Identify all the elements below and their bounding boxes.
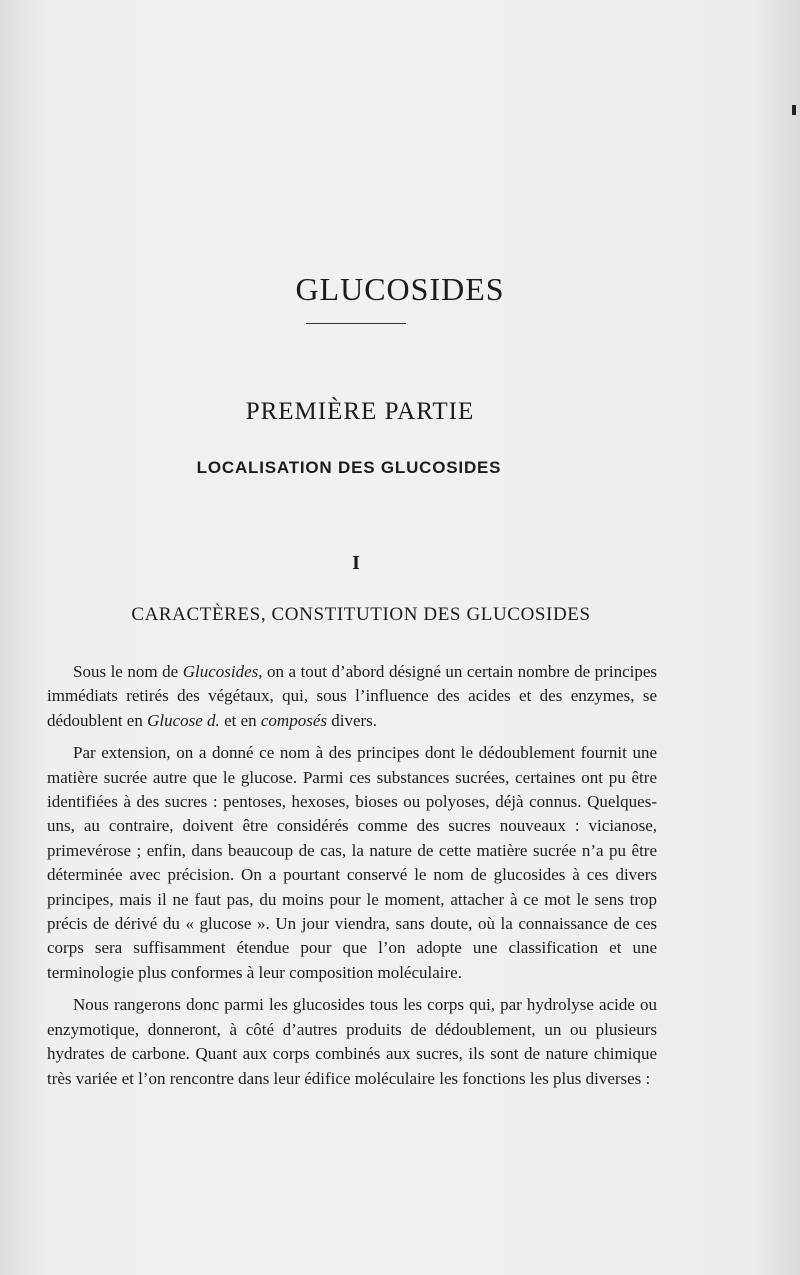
paragraph-3: Nous rangerons donc parmi les glucosides tous les corps qui, par hydrolyse acide ou enzymotique, donneront, à côté d’autres produits de dédoublement, un ou plusieurs hydrates de carbone. Quant aux corps combinés aux sucres, ils sont de nature chimique très variée et l’on rencontre dans leur édifice moléculaire les fonctions les plus diverses : — [47, 995, 657, 1088]
chapter-title: CARACTÈRES, CONSTITUTION DES GLUCOSIDES — [131, 604, 591, 625]
body-text — [47, 660, 657, 1091]
bleed-through-text — [40, 130, 760, 155]
edge-mark — [792, 105, 796, 115]
paragraph-2: Par extension, on a donné ce nom à des principes dont le dédoublement fournit une matière sucrée autre que le glucose. Parmi ces substances sucrées, certaines ont pu être identifiées à des sucres : pentoses, hexoses, bioses ou polyoses, déjà connus. Quelques-uns, au contraire, doivent être considérés comme des sucres nouveaux : vicianose, primevérose ; enfin, dans beaucoup de cas, la nature de cette matière sucrée n’a pu être déterminée avec précision. On a pourtant conservé le nom de glucosides à ces divers principes, mais il ne faut pas, du moins pour le moment, attacher à ce mot le sens trop précis de dérivé du « glucose ». Un jour viendra, sans doute, où la connaissance de ces corps sera suffisamment étendue pour que l’on adopte une classification et une terminologie plus conformes à leur composition moléculaire. — [47, 743, 657, 982]
paragraph-1: Sous le nom de Glucosides, on a tout d’abord désigné un certain nombre de principes immédiats retirés des végétaux, qui, sous l’influence des acides et des enzymes, se dédoublent en Glucose d. et en composés divers. — [47, 662, 657, 730]
page-title: GLUCOSIDES — [295, 271, 505, 308]
chapter-number: I — [352, 552, 360, 574]
section-heading: LOCALISATION DES GLUCOSIDES — [196, 458, 502, 477]
title-rule — [306, 323, 406, 324]
part-heading: PREMIÈRE PARTIE — [245, 398, 475, 425]
